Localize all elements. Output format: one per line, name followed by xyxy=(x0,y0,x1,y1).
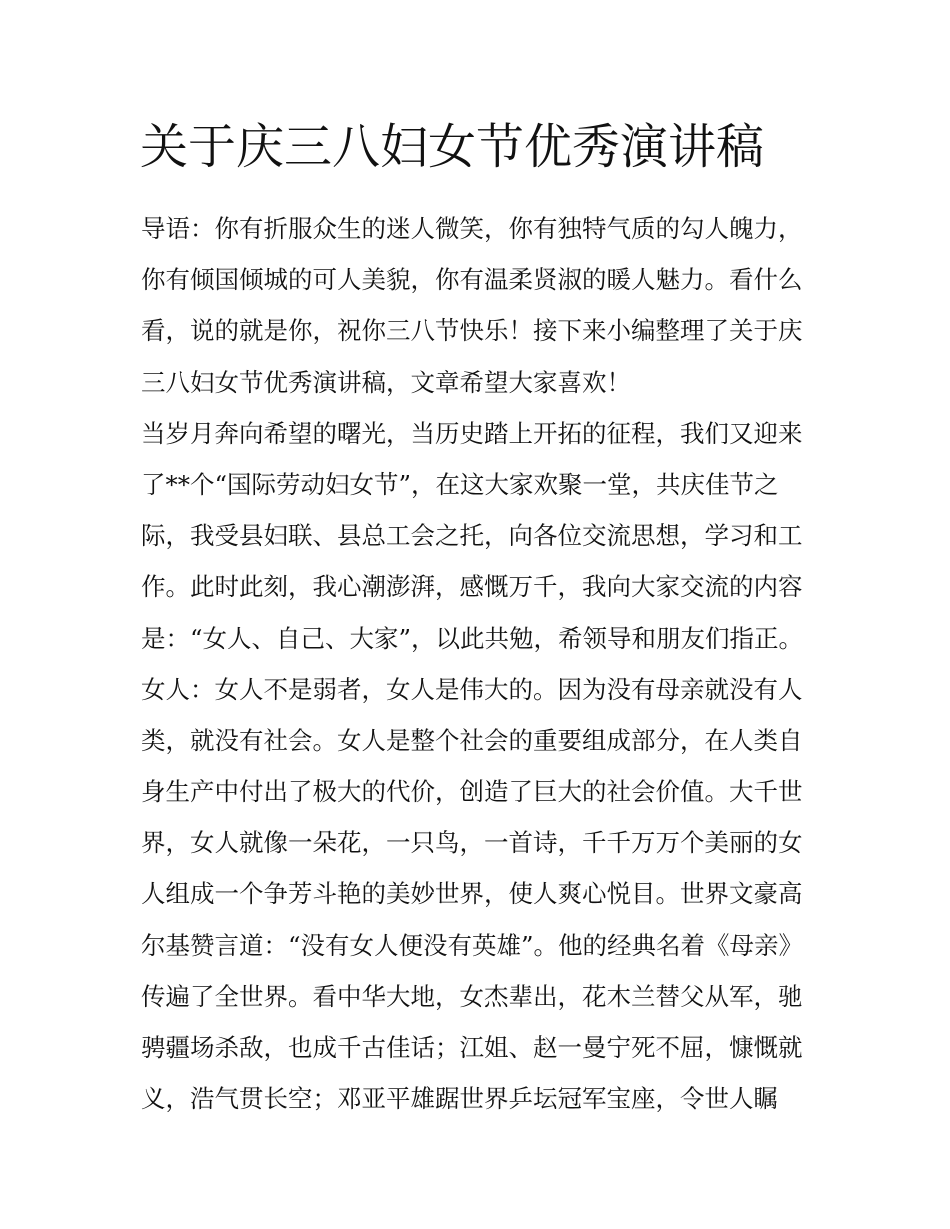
text-line: 际，我受县妇联、县总工会之托，向各位交流思想，学习和工 xyxy=(141,521,803,551)
text-line: 是：“女人、自己、大家”，以此共勉，希领导和朋友们指正。 xyxy=(141,623,804,653)
text-line: 作。此时此刻，我心潮澎湃，感慨万千，我向大家交流的内容 xyxy=(141,572,803,602)
text-line: 身生产中付出了极大的代价，创造了巨大的社会价值。大千世 xyxy=(141,777,803,807)
text-line: 骋疆场杀敌，也成千古佳话；江姐、赵一曼宁死不屈，慷慨就 xyxy=(141,1033,803,1062)
document-body xyxy=(141,203,821,1124)
text-line: 类，就没有社会。女人是整个社会的重要组成部分，在人类自 xyxy=(141,725,803,755)
text-line: 界，女人就像一朵花，一只鸟，一首诗，千千万万个美丽的女 xyxy=(141,828,803,858)
text-line: 你有倾国倾城的可人美貌，你有温柔贤淑的暖人魅力。看什么 xyxy=(141,265,803,295)
text-line: 看，说的就是你，祝你三八节快乐！接下来小编整理了关于庆 xyxy=(141,316,803,346)
text-line: 义，浩气贯长空；邓亚平雄踞世界乒坛冠军宝座，令世人瞩 xyxy=(141,1084,778,1114)
document-title: 关于庆三八妇女节优秀演讲稿 xyxy=(140,119,765,175)
text-line: 传遍了全世界。看中华大地，女杰辈出，花木兰替父从军，驰 xyxy=(141,981,803,1011)
text-line: 导语：你有折服众生的迷人微笑，你有独特气质的勾人魄力， xyxy=(141,214,803,243)
text-line: 当岁月奔向希望的曙光，当历史踏上开拓的征程，我们又迎来 xyxy=(141,418,803,448)
text-line: 人组成一个争芳斗艳的美妙世界，使人爽心悦目。世界文豪高 xyxy=(141,879,803,909)
text-line: 三八妇女节优秀演讲稿，文章希望大家喜欢！ xyxy=(141,367,631,397)
text-line: 了**个“国际劳动妇女节”，在这大家欢聚一堂，共庆佳节之 xyxy=(141,469,779,499)
text-line: 女人：女人不是弱者，女人是伟大的。因为没有母亲就没有人 xyxy=(141,674,803,704)
text-line: 尔基赞言道：“没有女人便没有英雄”。他的经典名着《母亲》 xyxy=(141,930,804,960)
